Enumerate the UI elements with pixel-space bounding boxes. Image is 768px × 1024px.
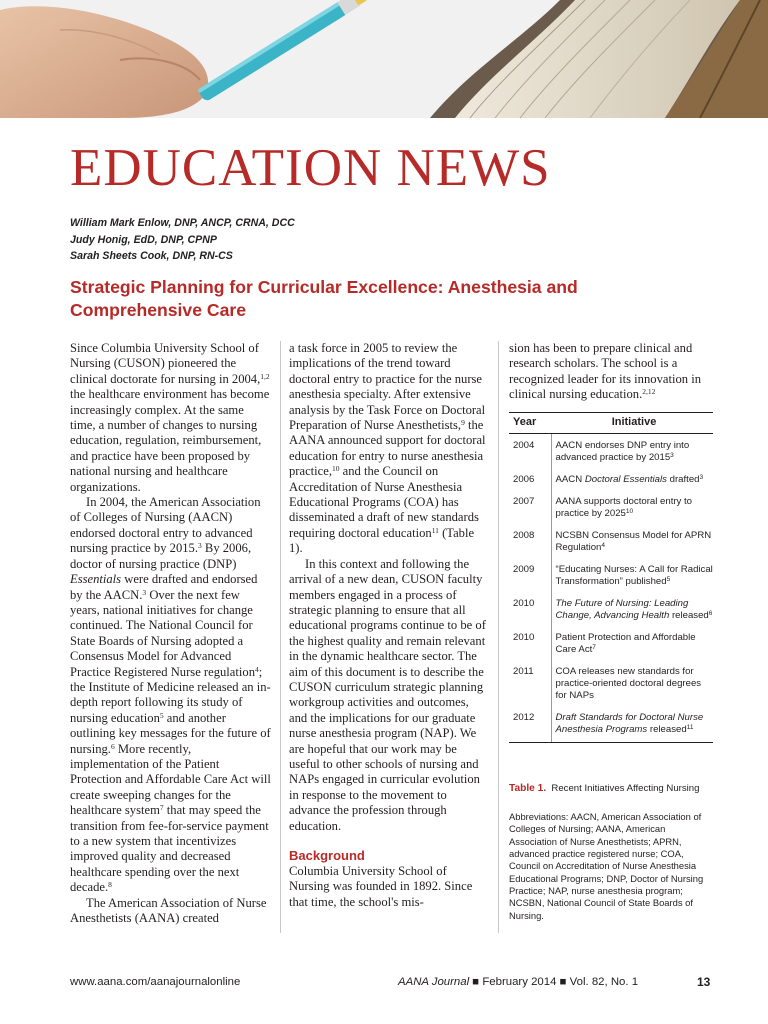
table-cell-initiative: AANA supports doctoral entry to practice by 2025$^{10}$ (551, 492, 713, 526)
paragraph: Since Columbia University School of Nursing (CUSON) pioneered the clinical doctorate for nursing in 2004,$^{1,2}$ the healthcare environment has become increasingly complex. At the same time, a number of changes to nursing education, regulation, reimbursement, and practice have been proposed by national nursing and healthcare organizations. (70, 341, 270, 494)
table-cell-year: 2009 (513, 564, 535, 575)
body-column-3 (509, 341, 713, 403)
table-cell-year: 2010 (513, 632, 535, 643)
table-cell-year: 2012 (509, 708, 551, 743)
section-title: EDUCATION NEWS (70, 139, 551, 197)
table-cell-initiative: The Future of Nursing: Leading Change, Advancing Health released$^6$ (551, 594, 713, 628)
table-cell-year: 2006 (513, 474, 535, 485)
table-cell-initiative: AACN endorses DNP entry into advanced practice by 2015$^3$ (551, 434, 713, 471)
table-row (509, 492, 713, 526)
table-cell-initiative: Draft Standards for Doctoral Nurse Anesthesia Programs released$^{11}$ (551, 708, 713, 743)
table-cell-initiative: Patient Protection and Affordable Care Act$^7$ (551, 628, 713, 662)
author: Judy Honig, EdD, DNP, CPNP (70, 233, 217, 246)
table-caption (509, 782, 715, 795)
paragraph: Columbia University School of Nursing was founded in 1892. Since that time, the school's mis- (289, 864, 473, 909)
table-row (509, 594, 713, 628)
journal-url[interactable]: www.aana.com/aanajournalonline (70, 976, 241, 988)
table-cell-year: 2007 (513, 496, 535, 507)
hand-pen-book-illustration (0, 0, 768, 118)
table-row (509, 560, 713, 594)
author: Sarah Sheets Cook, DNP, RN-CS (70, 250, 233, 262)
column-header-year: Year (509, 413, 551, 434)
table-header-row (509, 413, 713, 434)
table-cell-year: 2010 (513, 598, 535, 609)
table-row (509, 628, 713, 662)
table-row (509, 434, 713, 471)
author: William Mark Enlow, DNP, ANCP, CRNA, DCC (70, 217, 295, 229)
table-row (509, 526, 713, 560)
header-photo (0, 0, 768, 118)
table-caption-title: Recent Initiatives Affecting Nursing (551, 783, 700, 794)
table-cell-initiative: AACN Doctoral Essentials drafted$^3$ (551, 470, 713, 492)
page-number: 13 (697, 975, 711, 989)
article-title: Strategic Planning for Curricular Excellence: Anesthesia and Comprehensive Care (70, 277, 578, 320)
volume-number: Vol. 82, No. 1 (569, 976, 639, 988)
table-row (509, 470, 713, 492)
journal-citation: AANA Journal ■ February 2014 ■ Vol. 82, No. 1 (398, 976, 639, 988)
journal-name: AANA Journal (398, 976, 470, 988)
table-abbreviations: Abbreviations: AACN, American Association of Colleges of Nursing; AANA, American Association of Nurse Anesthetists; APRN, advanced practice registered nurse; COA, Council on Accreditation of Nurse Anesthesia Educational Programs; DNP, Doctor of Nursing Practice; NAP, nurse anesthesia program; NCSBN, National Council of State Boards of Nursing. (509, 811, 704, 921)
subhead-background: Background (289, 848, 365, 863)
table-cell-year: 2008 (513, 530, 535, 541)
column-divider (498, 341, 499, 933)
body-column-2 (289, 341, 487, 910)
paragraph: In this context and following the arrival of a new dean, CUSON faculty members engaged in a process of strategic planning to ensure that all educational programs continue to be of the highest quality and remain relevant in the dynamic healthcare sector. The aim of this document is to describe the CUSON curriculum strategic planning workgroup activities and outcomes, and the implications for our graduate nurse anesthesia program (NAP). We are hopeful that our work may be useful to other schools of nursing and NAPs engaged in curricular evolution in response to the movement to advance the profession through education. (289, 556, 486, 833)
table-row (509, 662, 713, 708)
table-caption-label: Table 1. (509, 783, 547, 794)
table-cell-initiative: “Educating Nurses: A Call for Radical Transformation” published$^5$ (551, 560, 713, 594)
column-divider (280, 341, 281, 933)
table-cell-initiative: COA releases new standards for practice-oriented doctoral degrees for NAPs (551, 662, 713, 708)
table-cell-initiative: NCSBN Consensus Model for APRN Regulation$^4$ (551, 526, 713, 560)
initiatives-table (509, 412, 713, 743)
paragraph: a task force in 2005 to review the implications of the trend toward doctoral entry to practice for the nurse anesthesia specialty. After extensive analysis by the Task Force on Doctoral Preparation of Nurse Anesthetists,$^9$ the AANA announced support for doctoral education for entry to nurse anesthesia practice,$^{10}$ and the Council on Accreditation of Nurse Anesthesia Educational Programs (COA) has disseminated a draft of new standards requiring doctoral education$^{11}$ (Table 1). (289, 341, 486, 556)
issue-date: February 2014 (482, 976, 557, 988)
table-row (509, 708, 713, 743)
body-column-1 (70, 341, 272, 926)
paragraph: In 2004, the American Association of Colleges of Nursing (AACN) endorsed doctoral entry to advanced nursing practice by 2015.$^3$ By 2006, doctor of nursing practice (DNP) Essentials were drafted and endorsed by the AACN.$^3$ Over the next few years, national initiatives for change continued. The National Council for State Boards of Nursing adopted a Consensus Model for Advanced Practice Registered Nurse regulation$^4$; the Institute of Medicine released an in-depth report following its study of nursing education$^5$ and another outlining key messages for the future of nursing.$^6$ More recently, implementation of the Patient Protection and Affordable Care Act will create sweeping changes for the healthcare system$^7$ that may speed the transition from fee-for-service payment to a new system that incentivizes improved quality and decreased healthcare spending over the next decade.$^8$ (70, 495, 271, 895)
paragraph: sion has been to prepare clinical and research scholars. The school is a recognized leader for its innovation in clinical nursing education.$^{2,12}$ (509, 341, 701, 402)
table-cell-year: 2011 (513, 666, 534, 677)
author-list (70, 215, 490, 265)
table-cell-year: 2004 (513, 440, 535, 451)
paragraph: The American Association of Nurse Anesthetists (AANA) created (70, 895, 267, 926)
column-header-initiative: Initiative (551, 413, 713, 434)
